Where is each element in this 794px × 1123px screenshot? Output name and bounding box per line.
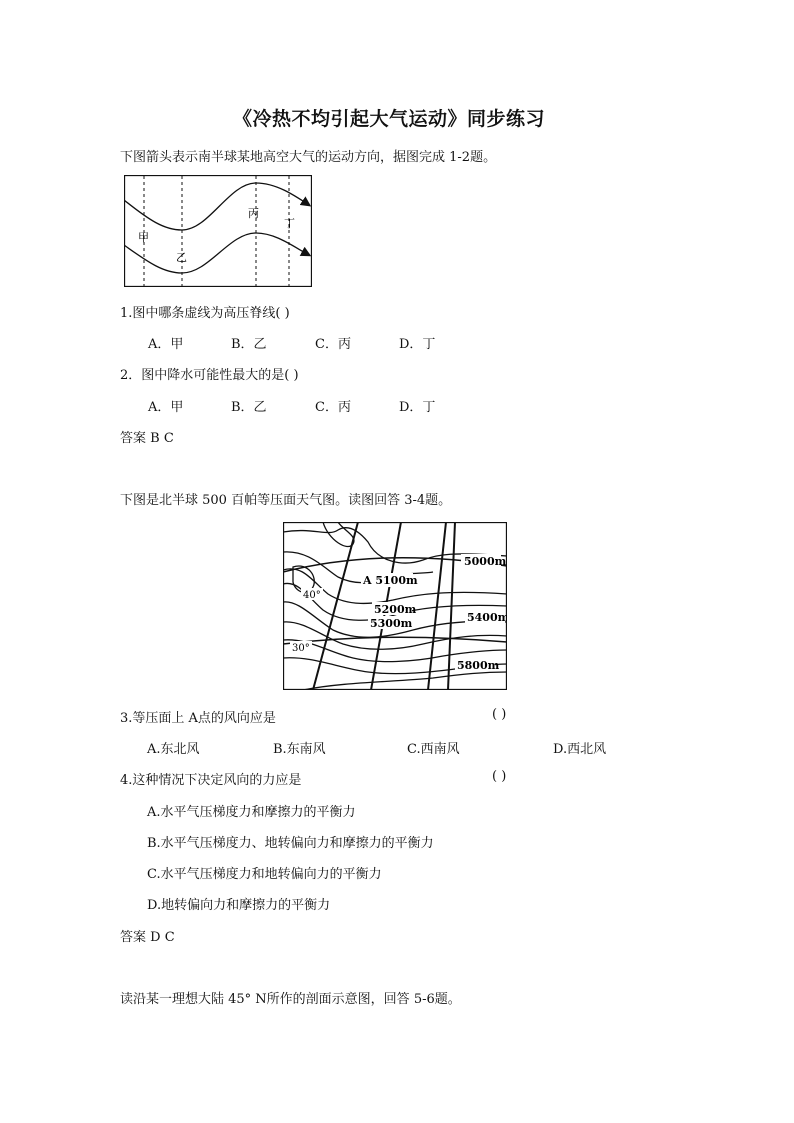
q3-bracket: ( ) xyxy=(492,707,507,722)
label-jia: 甲 xyxy=(138,231,149,244)
q2-option-a: A．甲 xyxy=(148,400,184,415)
label-5000m: 5000m xyxy=(464,555,507,568)
page-title: 《冷热不均引起大气运动》同步练习 xyxy=(233,108,546,130)
q3-stem: 3.等压面上 A点的风向应是 xyxy=(120,711,276,726)
q3-option-b: B.东南风 xyxy=(273,742,326,757)
q2-option-b: B．乙 xyxy=(231,400,267,415)
q2-stem: 2．图中降水可能性最大的是( ) xyxy=(120,368,299,383)
section1-answer: 答案 B C xyxy=(120,431,174,446)
label-5200m: 5200m xyxy=(374,603,417,616)
label-5300m: 5300m xyxy=(370,617,413,630)
q4-option-a: A.水平气压梯度力和摩擦力的平衡力 xyxy=(147,805,356,820)
wave-figure xyxy=(124,175,312,287)
section2-answer: 答案 D C xyxy=(120,930,175,945)
q4-option-b: B.水平气压梯度力、地转偏向力和摩擦力的平衡力 xyxy=(147,836,434,851)
q3-option-a: A.东北风 xyxy=(147,742,200,757)
isobaric-map-figure xyxy=(283,522,507,690)
section3-intro: 读沿某一理想大陆 45° N所作的剖面示意图，回答 5-6题。 xyxy=(120,992,461,1007)
q1-stem: 1.图中哪条虚线为高压脊线( ) xyxy=(120,306,290,321)
label-ding: 丁 xyxy=(284,217,295,230)
q1-option-b: B．乙 xyxy=(231,337,267,352)
q4-stem: 4.这种情况下决定风向的力应是 xyxy=(120,773,302,788)
q4-option-c: C.水平气压梯度力和地转偏向力的平衡力 xyxy=(147,867,382,882)
label-a-5100m: A 5100m xyxy=(363,574,418,587)
q2-option-c: C．丙 xyxy=(315,400,351,415)
q1-option-d: D．丁 xyxy=(399,337,436,352)
q4-bracket: ( ) xyxy=(492,769,507,784)
section2-intro: 下图是北半球 500 百帕等压面天气图。读图回答 3-4题。 xyxy=(120,493,452,508)
label-40-deg: 40° xyxy=(303,590,321,601)
q4-option-d: D.地转偏向力和摩擦力的平衡力 xyxy=(147,898,331,913)
label-30-deg: 30° xyxy=(292,643,310,654)
figure-border xyxy=(125,176,312,287)
q3-option-d: D.西北风 xyxy=(553,742,607,757)
q1-option-c: C．丙 xyxy=(315,337,351,352)
q2-option-d: D．丁 xyxy=(399,400,436,415)
label-bing: 丙 xyxy=(248,207,259,220)
q3-option-c: C.西南风 xyxy=(407,742,460,757)
label-yi: 乙 xyxy=(176,251,187,264)
label-5800m: 5800m xyxy=(457,659,500,672)
label-5400m: 5400m xyxy=(467,611,507,624)
section1-intro: 下图箭头表示南半球某地高空大气的运动方向，据图完成 1-2题。 xyxy=(120,150,497,165)
q1-option-a: A．甲 xyxy=(148,337,184,352)
